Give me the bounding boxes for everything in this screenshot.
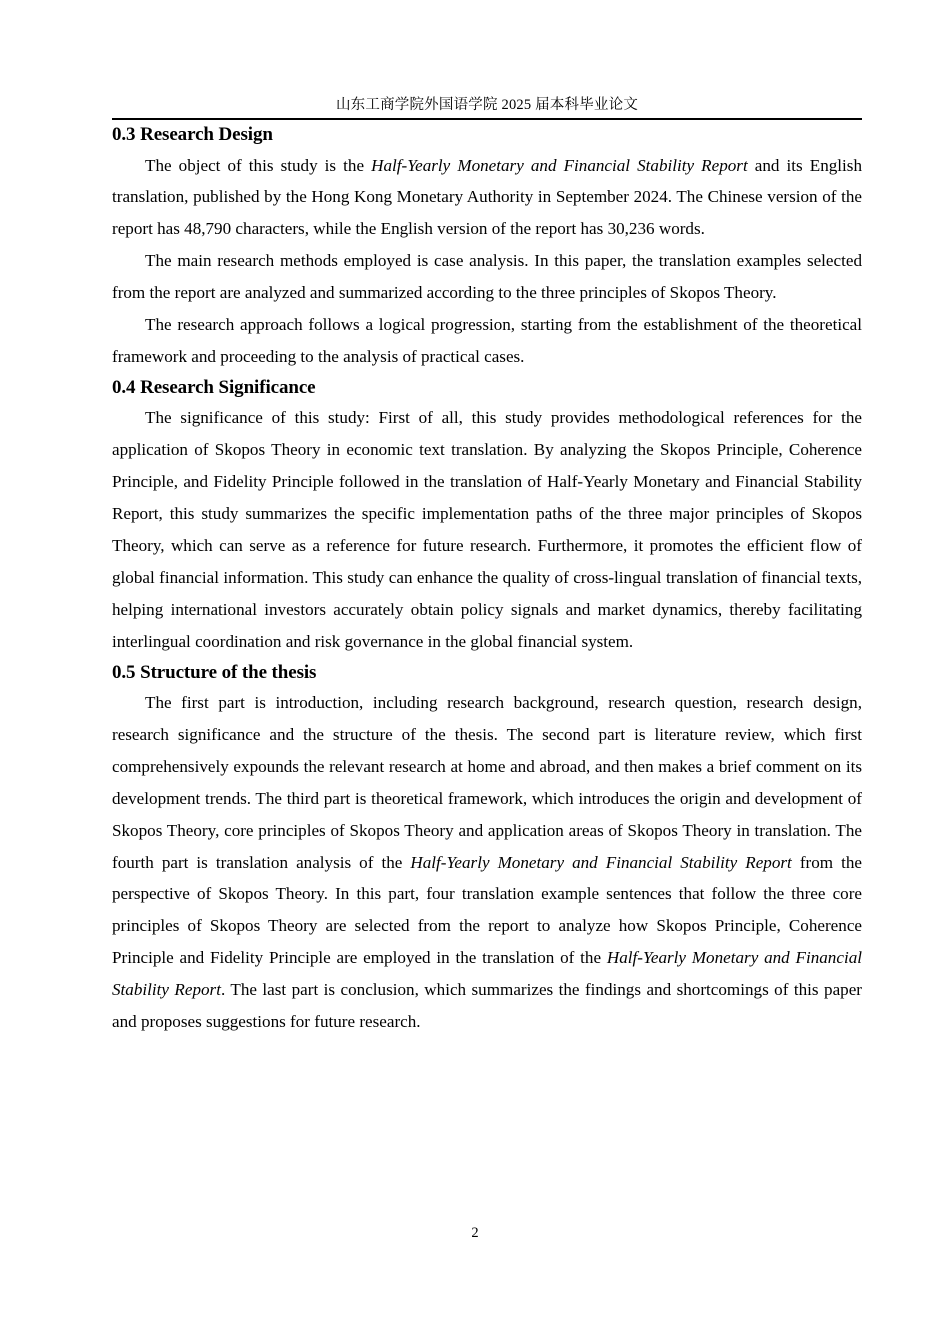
section-heading: 0.5 Structure of the thesis [112,661,317,683]
italic-title-run: Half-Yearly Monetary and Financial Stability Report [410,852,792,872]
text-run: The significance of this study: First of all, this study provides methodological references for the application of Skopos Theory in economic text translation. By analyzing the Skopos Principle, Coherence Principle, and Fidelity Principle followed in the translation of Half-Yearly Monetary and Financial Stability Report, this study summarizes the specific implementation paths of the three major principles of Skopos Theory, which can serve as a reference for future research. Furthermore, it promotes the efficient flow of global financial information. This study can enhance the quality of cross-lingual translation of financial texts, helping international investors accurately obtain policy signals and market dynamics, thereby facilitating interlingual coordination and risk governance in the global financial system. [112,408,862,651]
page-number: 2 [471,1225,479,1241]
text-run: The research approach follows a logical progression, starting from the establishment of the theoretical framework and proceeding to the analysis of practical cases. [112,315,862,366]
body-paragraph [112,150,862,246]
text-run: and its English translation, published by the Hong Kong Monetary Authority in September 2024. The Chinese version of the report has 48,790 characters, while the English version of the report has 30,236 words. [112,155,862,239]
page-content [112,0,862,1038]
body-paragraph [112,687,862,1038]
running-header: 山东工商学院外国语学院 2025 届本科毕业论文 [335,97,639,113]
italic-title-run: Half-Yearly Monetary and Financial Stability Report [371,155,748,175]
text-run: The object of this study is the [145,155,372,175]
text-run: . The last part is conclusion, which summarizes the findings and shortcomings of this paper and proposes suggestions for future research. [112,980,862,1032]
section-heading: 0.4 Research Significance [112,376,316,398]
section-heading: 0.3 Research Design [112,124,273,146]
italic-title-run: Half-Yearly Monetary and Financial Stability Report [112,948,862,1000]
text-run: The first part is introduction, including research background, research question, research design, research significance and the structure of the thesis. The second part is literature review, which first comprehensively expounds the relevant research at home and abroad, and then makes a brief comment on its development trends. The third part is theoretical framework, which introduces the origin and development of Skopos Theory, core principles of Skopos Theory and application areas of Skopos Theory in translation. The fourth part is translation analysis of the [112,693,862,872]
text-run: from the perspective of Skopos Theory. In this part, four translation example sentences that follow the three core principles of Skopos Theory are selected from the report to analyze how Skopos Principle, Coherence Principle and Fidelity Principle are employed in the translation of the [112,852,862,968]
body-paragraph [112,245,862,309]
body-paragraph [112,309,862,373]
body-paragraph [112,402,862,657]
sections-container [112,120,862,1038]
text-run: The main research methods employed is case analysis. In this paper, the translation examples selected from the report are analyzed and summarized according to the three principles of Skopos Theory. [112,251,862,303]
